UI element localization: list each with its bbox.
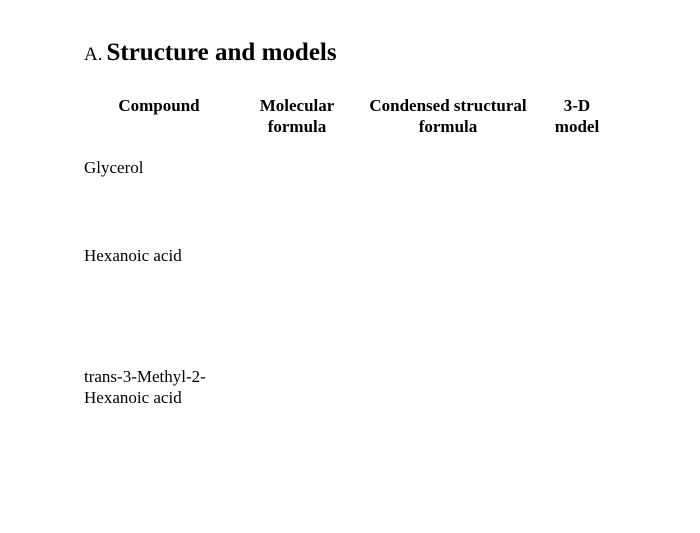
column-header-line: Condensed structural [369,96,527,115]
row-label-hexanoic-acid [84,245,182,266]
column-header-3d-model [546,95,608,137]
column-header-line: 3-D [563,96,591,115]
row-label-glycerol [84,157,143,178]
column-header-line: Molecular [259,96,335,115]
column-header-line: Compound [118,96,200,115]
column-header-line: formula [418,117,478,136]
column-header-compound [104,95,214,116]
column-header-condensed-formula [358,95,538,137]
column-header-line: formula [267,117,327,136]
row-label-line: Hexanoic acid [84,388,182,407]
row-label-line: trans-3-Methyl-2- [84,367,206,386]
column-header-line: model [554,117,600,136]
section-letter: A. [84,44,103,65]
section-heading [84,38,337,71]
row-label-line: Glycerol [84,158,144,177]
section-title: Structure and models [106,39,337,66]
column-header-molecular-formula [247,95,347,137]
row-label-line: Hexanoic acid [84,246,182,265]
row-label-trans-3-methyl-2-hexanoic-acid [84,366,206,408]
